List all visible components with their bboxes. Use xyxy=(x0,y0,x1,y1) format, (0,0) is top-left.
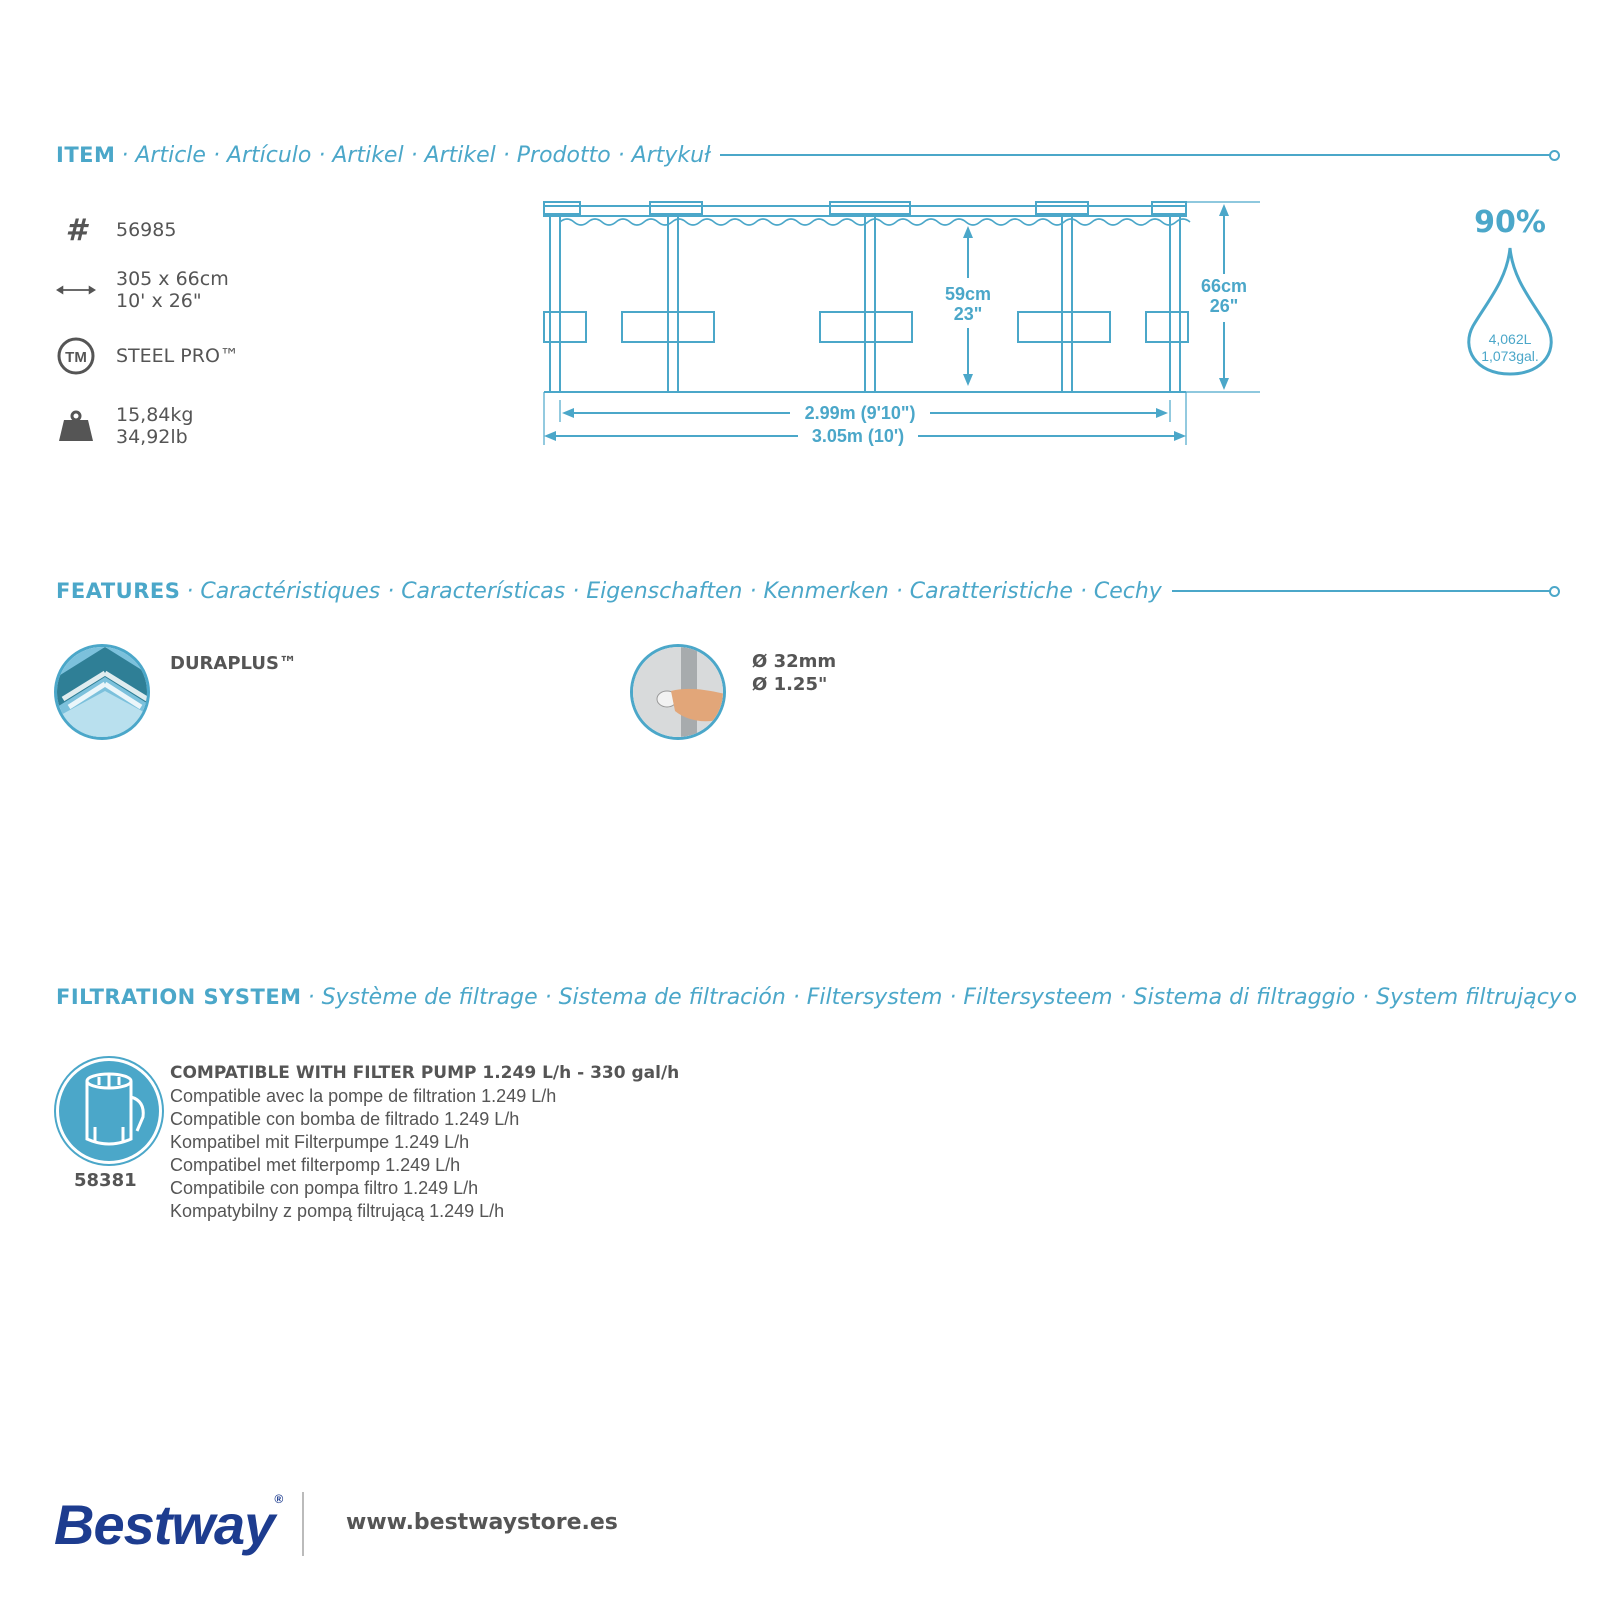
filter-compatibility-line: Kompatybilny z pompą filtrującą 1.249 L/h xyxy=(170,1201,505,1221)
item-section-title: ITEM xyxy=(56,143,116,167)
filter-compatibility-line: Compatible avec la pompe de filtration 1.249 L/h xyxy=(170,1086,557,1106)
wall-height-imperial-label: 26" xyxy=(1209,296,1239,316)
water-height-imperial-label: 23" xyxy=(953,304,983,324)
filter-compatibility-line: COMPATIBLE WITH FILTER PUMP 1.249 L/h - 330 gal/h xyxy=(170,1063,680,1083)
weight-kg: 15,84kg xyxy=(116,404,194,426)
fill-capacity-block xyxy=(1455,205,1565,384)
pool-strap xyxy=(1146,312,1188,342)
item-weight-row xyxy=(56,404,193,448)
section-divider-line xyxy=(1172,590,1556,592)
filter-compatibility-line: Compatible con bomba de filtrado 1.249 L/h xyxy=(170,1109,520,1129)
item-brand-row xyxy=(56,336,239,376)
pool-leg xyxy=(865,216,875,392)
weight-icon xyxy=(56,406,96,446)
pool-leg xyxy=(1062,216,1072,392)
fill-liters: 4,062L xyxy=(1488,331,1532,347)
svg-text:TM: TM xyxy=(65,349,87,366)
pipe-connector-icon xyxy=(630,644,726,740)
item-model-row xyxy=(56,210,176,250)
footer-divider xyxy=(302,1492,304,1556)
double-arrow-icon xyxy=(56,270,96,310)
duraplus-label: DURAPLUS™ xyxy=(170,653,297,674)
item-section-header xyxy=(56,140,1556,170)
filter-pump-code: 58381 xyxy=(74,1170,137,1191)
pool-leg xyxy=(550,216,560,392)
hash-icon: # xyxy=(65,212,87,248)
pool-dimension-diagram xyxy=(540,200,1300,470)
fill-percent: 90% xyxy=(1474,205,1546,240)
filtration-section-header xyxy=(56,982,1562,1012)
filtration-section-translations: · Système de filtrage · Sistema de filtración · Filtersystem · Filtersysteem · Sistema di filtraggio · System filtrujący xyxy=(307,984,1562,1010)
inner-width-label: 2.99m (9'10") xyxy=(804,403,916,423)
item-size-row xyxy=(56,268,229,312)
wall-height-label: 66cm xyxy=(1200,276,1248,296)
water-drop-icon xyxy=(1455,240,1565,380)
section-divider-line xyxy=(720,154,1556,156)
features-section-header xyxy=(56,576,1556,606)
pool-strap xyxy=(1018,312,1110,342)
filter-compatibility-list xyxy=(170,1062,679,1223)
size-imperial: 10' x 26" xyxy=(116,290,202,312)
trademark-icon xyxy=(56,336,96,376)
filtration-section-title: FILTRATION SYSTEM xyxy=(56,985,302,1009)
pipe-diameter-in: Ø 1.25" xyxy=(752,674,828,695)
water-height-label: 59cm xyxy=(944,284,992,304)
model-number: 56985 xyxy=(116,219,177,241)
item-section-translations: · Article · Artículo · Artikel · Artikel · Prodotto · Artykuł xyxy=(121,142,711,168)
duraplus-material-icon xyxy=(54,644,150,740)
pipe-diameter-text xyxy=(752,650,836,696)
features-section-title: FEATURES xyxy=(56,579,181,603)
weight-lb: 34,92lb xyxy=(116,426,188,448)
store-url-link[interactable]: www.bestwaystore.es xyxy=(346,1510,618,1535)
pool-leg xyxy=(1170,216,1180,392)
filter-compatibility-line: Compatibel met filterpomp 1.249 L/h xyxy=(170,1155,461,1175)
pipe-diameter-mm: Ø 32mm xyxy=(752,651,837,672)
filter-pump-icon xyxy=(56,1058,162,1164)
features-section-translations: · Caractéristiques · Características · Eigenschaften · Kenmerken · Caratteristiche · Cechy xyxy=(186,578,1162,604)
outer-width-label: 3.05m (10') xyxy=(811,426,905,446)
fill-gallons: 1,073gal. xyxy=(1481,348,1539,364)
size-metric: 305 x 66cm xyxy=(116,268,229,290)
filter-compatibility-line: Compatibile con pompa filtro 1.249 L/h xyxy=(170,1178,479,1198)
bestway-logo: Bestway® xyxy=(54,1492,283,1556)
filter-compatibility-line: Kompatibel mit Filterpumpe 1.249 L/h xyxy=(170,1132,470,1152)
brand-line: STEEL PRO™ xyxy=(116,345,239,367)
pool-leg xyxy=(668,216,678,392)
